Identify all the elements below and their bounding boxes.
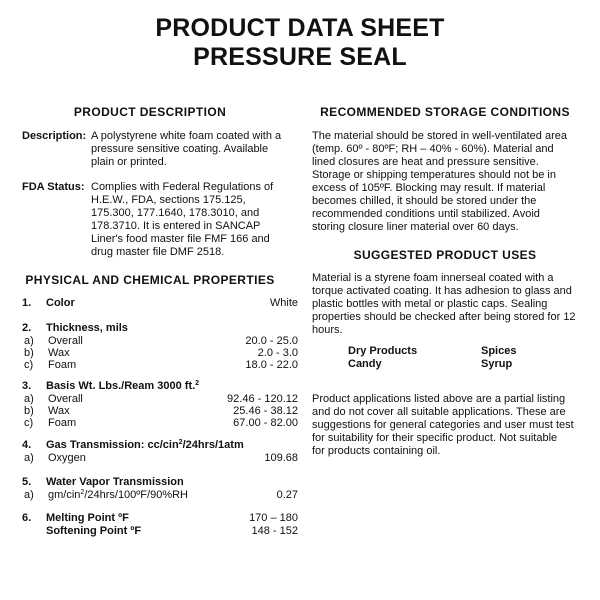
description-line: plain or printed. — [91, 156, 167, 168]
row-value: 18.0 - 22.0 — [245, 359, 298, 371]
uses-line: hours. — [312, 324, 343, 336]
row-name: Wax — [48, 347, 70, 359]
property-number: 1. — [22, 297, 32, 309]
note-line: and do not cover all suitable applications. These are — [312, 406, 566, 418]
property-row — [22, 359, 298, 371]
property-water-vapor — [22, 476, 298, 501]
row-value: 2.0 - 3.0 — [257, 347, 298, 359]
row-name — [48, 489, 188, 501]
description-line: A polystyrene white foam coated with a — [91, 130, 282, 142]
row-name: Foam — [48, 359, 77, 371]
superscript: 2 — [178, 439, 183, 446]
product-uses-text — [312, 272, 587, 337]
row-value: 92.46 - 120.12 — [227, 393, 298, 405]
property-row — [22, 417, 298, 429]
uses-line: plastic bottles with metal or plastic caps. Sealing — [312, 298, 548, 310]
row-value: 67.00 - 82.00 — [233, 417, 298, 429]
fda-line: H.E.W., FDA, sections 175.125, — [91, 194, 246, 206]
property-name: Color — [46, 297, 75, 309]
property-number: 6. — [22, 512, 32, 524]
property-number: 5. — [22, 476, 32, 488]
uses-line: properties should be checked after being stored for 12 — [312, 311, 576, 323]
row-letter: c) — [24, 417, 34, 429]
document-title: PRODUCT DATA SHEET — [155, 14, 445, 42]
storage-line: (temp. 60º - 80ºF; RH – 40% - 60%). Material and — [312, 143, 554, 155]
note-line: for products containing oil. — [312, 445, 441, 457]
product-description-heading: PRODUCT DESCRIPTION — [73, 105, 227, 119]
fda-line: Liner's food master file FMF 166 and — [91, 233, 270, 245]
property-name: Thickness, mils — [46, 322, 128, 334]
property-name: Melting Point ºF — [46, 512, 129, 524]
storage-line: The material should be stored in well-ventilated area — [312, 130, 567, 142]
storage-line: becomes chilled, it should be stored under the — [312, 195, 537, 207]
property-row — [22, 335, 298, 347]
property-name-text: Basis Wt. Lbs./Ream 3000 ft. — [46, 380, 196, 392]
note-line: for suitability for their specific product. Not suitable — [312, 432, 558, 444]
storage-line: Storage or shipping temperatures should not be in — [312, 169, 556, 181]
property-melting-point — [22, 512, 298, 538]
product-item: Candy — [348, 358, 382, 370]
product-item: Spices — [481, 345, 517, 357]
description-text — [91, 130, 301, 169]
note-line: Product applications listed above are a partial listing — [312, 393, 566, 405]
fda-line: 175.300, 177.1640, 178.3010, and — [91, 207, 260, 219]
property-name: Water Vapor Transmission — [46, 476, 184, 488]
property-color — [22, 297, 298, 310]
storage-line: recommended conditions until stabilized. Avoid — [312, 208, 540, 220]
storage-line: lined closures are heat and pressure sensitive. — [312, 156, 539, 168]
property-name-text: /24hrs/1atm — [182, 439, 244, 451]
row-name: Foam — [48, 417, 77, 429]
property-value: 148 - 152 — [251, 525, 298, 537]
row-name-text: gm/cin — [48, 489, 81, 501]
row-letter: a) — [24, 489, 34, 501]
storage-line: excess of 105ºF. Blocking may result. If material — [312, 182, 546, 194]
property-thickness — [22, 322, 298, 371]
property-row — [22, 489, 298, 501]
product-row — [348, 358, 548, 371]
property-name: Softening Point ºF — [46, 525, 142, 537]
product-uses-heading: SUGGESTED PRODUCT USES — [353, 248, 537, 262]
property-name — [46, 439, 244, 451]
row-letter: a) — [24, 393, 34, 405]
fda-line: drug master file DMF 2518. — [91, 246, 225, 258]
fda-status-text — [91, 181, 301, 259]
row-name: Oxygen — [48, 452, 86, 464]
property-name — [46, 380, 199, 392]
product-list — [348, 345, 548, 371]
property-number: 3. — [22, 380, 32, 392]
row-value: 20.0 - 25.0 — [245, 335, 298, 347]
uses-line: torque activated coating. It has adhesion to glass and — [312, 285, 572, 297]
fda-status-label: FDA Status: — [22, 181, 85, 193]
row-letter: b) — [24, 405, 34, 417]
description-label: Description: — [22, 130, 87, 142]
row-name: Overall — [48, 393, 83, 405]
row-value: 0.27 — [276, 489, 298, 501]
note-line: suggestions for general categories and user must test — [312, 419, 574, 431]
description-line: pressure sensitive coating. Available — [91, 143, 269, 155]
row-name: Wax — [48, 405, 70, 417]
row-letter: c) — [24, 359, 34, 371]
document-subtitle: PRESSURE SEAL — [193, 43, 407, 71]
row-name-text: /24hrs/100ºF/90%RH — [84, 489, 188, 501]
superscript: 2 — [80, 489, 85, 496]
row-letter: b) — [24, 347, 34, 359]
property-basis-weight — [22, 380, 298, 429]
uses-line: Material is a styrene foam innerseal coated with a — [312, 272, 554, 284]
row-name: Overall — [48, 335, 83, 347]
property-value: 170 – 180 — [249, 512, 298, 524]
product-row — [348, 345, 548, 358]
property-row — [22, 405, 298, 417]
product-uses-note — [312, 393, 587, 458]
property-row — [22, 393, 298, 405]
row-letter: a) — [24, 452, 34, 464]
property-gas-transmission — [22, 439, 298, 464]
property-row — [22, 452, 298, 464]
storage-heading: RECOMMENDED STORAGE CONDITIONS — [320, 105, 570, 119]
row-value: 25.46 - 38.12 — [233, 405, 298, 417]
property-name-text: Gas Transmission: cc/cin — [46, 439, 179, 451]
fda-line: 178.3710. It is entered in SANCAP — [91, 220, 261, 232]
property-row — [22, 347, 298, 359]
superscript: 2 — [195, 380, 200, 387]
fda-line: Complies with Federal Regulations of — [91, 181, 274, 193]
property-number: 2. — [22, 322, 32, 334]
product-item: Dry Products — [348, 345, 418, 357]
property-number: 4. — [22, 439, 32, 451]
property-softening-point — [22, 525, 298, 538]
product-item: Syrup — [481, 358, 513, 370]
physical-properties-heading: PHYSICAL AND CHEMICAL PROPERTIES — [25, 273, 275, 287]
storage-text — [312, 130, 587, 234]
row-value: 109.68 — [264, 452, 298, 464]
storage-line: storing closure liner material over 60 days. — [312, 221, 519, 233]
row-letter: a) — [24, 335, 34, 347]
property-value: White — [269, 297, 298, 309]
